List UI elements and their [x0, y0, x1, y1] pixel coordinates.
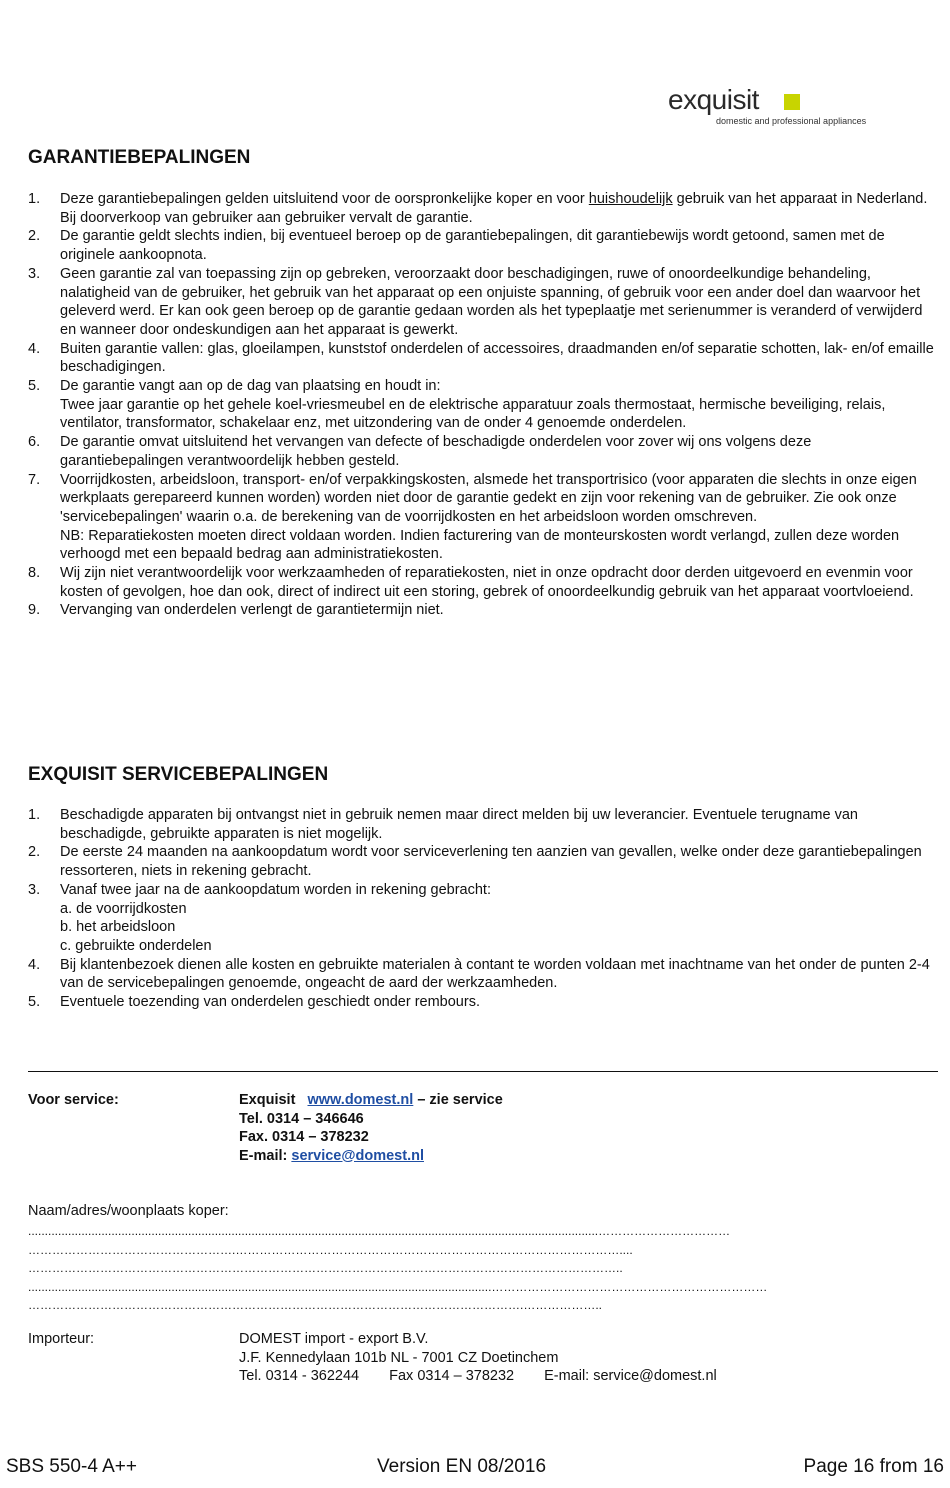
company-name: Exquisit: [239, 1092, 296, 1108]
guarantee-list: [28, 190, 938, 620]
importer-fax: Fax 0314 – 378232: [389, 1368, 515, 1384]
importer-email: E-mail: service@domest.nl: [544, 1368, 717, 1384]
service-contact-block: Exquisit www.domest.nl – zie service Tel. 0314 – 346646 Fax. 0314 – 378232 E-mail: service@domest.nl: [239, 1092, 503, 1164]
service-fax: Fax. 0314 – 378232: [239, 1129, 369, 1145]
buyer-fill-lines[interactable]: [28, 1222, 943, 1315]
logo-wordmark: exquisit: [668, 84, 759, 115]
service-list: [28, 806, 938, 1012]
importer-block: [239, 1330, 717, 1386]
list-item: 5. De garantie vangt aan op de dag van plaatsing en houdt in: Twee jaar garantie op het gehele koel-vriesmeubel en de elektrische apparatuur zoals thermostaat, hermische beveiliging, relais, ventilator, transformator, schakelaar enz, met uitzondering van de onder 4 genoemde onderdelen.: [28, 378, 886, 432]
list-item: 1. Deze garantiebepalingen gelden uitsluitend voor de oorspronkelijke koper en voor huishoudelijk gebruik van het apparaat in Nederland. Bij doorverkoop van gebruiker aan gebruiker vervalt de garantie.: [28, 191, 928, 226]
list-item: 4. Bij klantenbezoek dienen alle kosten en gebruikte materialen à contant te worden voldaan met inachtname van het onder de punten 2-4 van de servicebepalingen genoemde, ongeacht de aard der werkzaamheden.: [28, 956, 930, 992]
logo-tagline: domestic and professional appliances: [716, 116, 867, 126]
importer-name: DOMEST import - export B.V.: [239, 1331, 429, 1347]
list-item: 3. Geen garantie zal van toepassing zijn op gebreken, veroorzaakt door beschadigingen, ruwe of onoordeelkundige behandeling, nalatigheid van de gebruiker, het gebruik van het apparaat op een onjuiste spanning, of gebruik voor een ander doel dan waarvoor het geleverd werd. Er kan ook geen beroep op de garantie gedaan worden als het typeplaatje met serienummer is veranderd of verwijderd en wanneer door ondeskundigen aan het apparaat is gewerkt.: [28, 265, 923, 338]
fill-line[interactable]: …………………………………………………………………………………………………………………………………..: [28, 1261, 623, 1276]
list-item: 5. Eventuele toezending van onderdelen geschiedt onder rembours.: [28, 994, 480, 1011]
footer-version: Version EN 08/2016: [377, 1456, 547, 1477]
email-link[interactable]: service@domest.nl: [291, 1147, 424, 1164]
importer-address: J.F. Kennedylaan 101b NL - 7001 CZ Doetinchem: [239, 1349, 559, 1366]
importer-phone: Tel. 0314 - 362244: [239, 1368, 360, 1384]
list-item: 7. Voorrijdkosten, arbeidsloon, transport- en/of verpakkingskosten, alsmede het transportrisico (voor apparaten die slechts in onze eigen werkplaats gerepareerd kunnen worden) worden niet door de garantie gedekt en zijn voor rekening van de gebruiker. Zie ook onze 'servicebepalingen' waarin o.a. de berekening van de voorrijdkosten en het arbeidsloon worden omschreven. NB: Reparatiekosten moeten direct voldaan worden. Indien facturering van de monteurskosten wordt verlangd, zullen deze worden verhoogd met een bepaald bedrag aan administratiekosten.: [28, 471, 917, 563]
service-title: EXQUISIT SERVICEBEPALINGEN: [28, 764, 329, 785]
divider: [28, 1071, 938, 1072]
buyer-label: Naam/adres/woonplaats koper:: [28, 1203, 229, 1219]
footer-page: Page 16 from 16: [803, 1456, 944, 1477]
importer-label: Importeur:: [28, 1331, 95, 1347]
list-item: 1. Beschadigde apparaten bij ontvangst niet in gebruik nemen maar direct melden bij uw leverancier. Eventuele terugname van beschadigde, gebruikte apparaten is niet mogelijk.: [28, 807, 858, 842]
list-item: 2. De eerste 24 maanden na aankoopdatum wordt voor serviceverlening ten aanzien van gevallen, welke onder deze garantiebepalingen ressorteren, niets in rekening gebracht.: [28, 844, 922, 880]
service-contact-label: Voor service:: [28, 1092, 119, 1108]
footer-model: SBS 550-4 A++: [6, 1456, 137, 1477]
fill-line[interactable]: …………………………………………….……………………………………………………………………………………....: [28, 1242, 633, 1257]
logo-square-icon: [784, 94, 800, 110]
list-item: 4. Buiten garantie vallen: glas, gloeilampen, kunststof onderdelen of accessoires, draadmanden en/of separatie schotten, lak- en/of emaille beschadigingen.: [28, 340, 934, 376]
list-item: 9. Vervanging van onderdelen verlengt de garantietermijn niet.: [28, 602, 444, 619]
list-item: 8. Wij zijn niet verantwoordelijk voor werkzaamheden of reparatiekosten, niet in onze opdracht door derden uitgevoerd en evenmin voor kosten of gevolgen, hoe dan ook, direct of indirect uit een storing, gebrek of onoordeelkundig gebruik van het apparaat voortvloeiend.: [28, 565, 914, 600]
list-item: 2. De garantie geldt slechts indien, bij eventueel beroep op de garantiebepalingen, dit garantiebewijs wordt getoond, samen met de originele aankoopnota.: [28, 228, 885, 264]
website-link[interactable]: www.domest.nl: [307, 1092, 414, 1108]
guarantee-title: GARANTIEBEPALINGEN: [28, 147, 251, 168]
service-phone: Tel. 0314 – 346646: [239, 1110, 364, 1127]
list-item: 3. Vanaf twee jaar na de aankoopdatum worden in rekening gebracht: a. de voorrijdkosten b. het arbeidsloon c. gebruikte onderdelen: [28, 881, 491, 954]
brand-logo: [666, 84, 876, 130]
fill-line[interactable]: ...........................................................................................................................................................................……………………………: [28, 1224, 731, 1238]
list-item: 6. De garantie omvat uitsluitend het vervangen van defecte of beschadigde onderdelen voor zover wij ons volgens deze garantiebepalingen verantwoordelijk hebben gesteld.: [28, 434, 812, 469]
fill-line[interactable]: …………………………………………………………………………………………………………….………………..: [28, 1298, 603, 1313]
fill-line[interactable]: ...........................................................................................................................................……………………………………………………………: [28, 1279, 768, 1294]
